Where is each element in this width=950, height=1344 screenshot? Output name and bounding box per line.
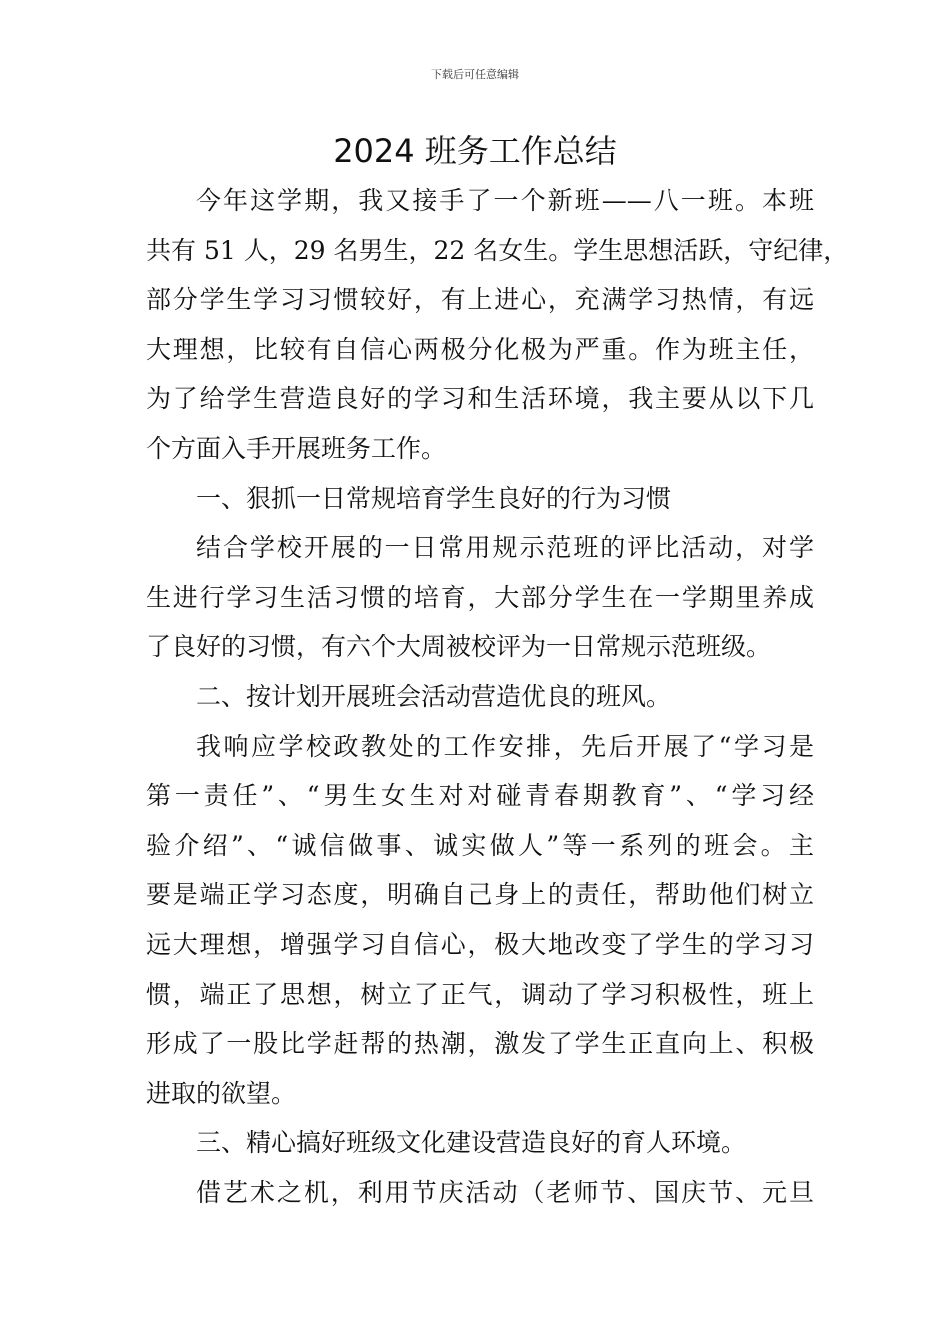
text-line: 结合学校开展的一日常用规示范班的评比活动，对学 [196,533,814,563]
text-line: 我响应学校政教处的工作安排，先后开展了“学习是 [196,731,814,761]
text-line: 共有 51 人，29 名男生，22 名女生。学生思想活跃，守纪律， [146,235,849,265]
text-line: 形成了一股比学赶帮的热潮，激发了学生正直向上、积极 [146,1029,814,1059]
text-line: 为了给学生营造良好的学习和生活环境，我主要从以下几 [146,384,814,414]
text-line: 今年这学期，我又接手了一个新班——八一班。本班 [196,186,814,215]
text-line: 进取的欲望。 [146,1078,297,1108]
text-line: 远大理想，增强学习自信心，极大地改变了学生的学习习 [146,929,814,959]
text-line: 生进行学习生活习惯的培育，大部分学生在一学期里养成 [146,582,814,612]
text-line: 大理想，比较有自信心两极分化极为严重。作为班主任， [146,334,814,364]
section-heading: 三、精心搞好班级文化建设营造良好的育人环境。 [196,1128,747,1158]
section-heading: 二、按计划开展班会活动营造优良的班风。 [196,681,672,711]
section-heading: 一、狠抓一日常规培育学生良好的行为习惯 [196,483,672,513]
text-line: 验介绍”、“诚信做事、诚实做人”等一系列的班会。主 [146,830,814,860]
text-line: 第一责任”、“男生女生对对碰青春期教育”、“学习经 [146,781,814,811]
document-title: 2024 班务工作总结 [333,132,617,170]
document-body [146,176,849,1217]
text-line: 要是端正学习态度，明确自己身上的责任，帮助他们树立 [146,880,814,910]
text-line: 惯，端正了思想，树立了正气，调动了学习积极性，班上 [146,979,814,1009]
header-note: 下载后可任意编辑 [431,68,519,81]
text-line: 借艺术之机，利用节庆活动（老师节、国庆节、元旦 [196,1177,814,1207]
text-line: 了良好的习惯，有六个大周被校评为一日常规示范班级。 [146,632,772,662]
text-line: 部分学生学习习惯较好，有上进心，充满学习热情，有远 [146,285,814,315]
text-line: 个方面入手开展班务工作。 [146,433,447,463]
